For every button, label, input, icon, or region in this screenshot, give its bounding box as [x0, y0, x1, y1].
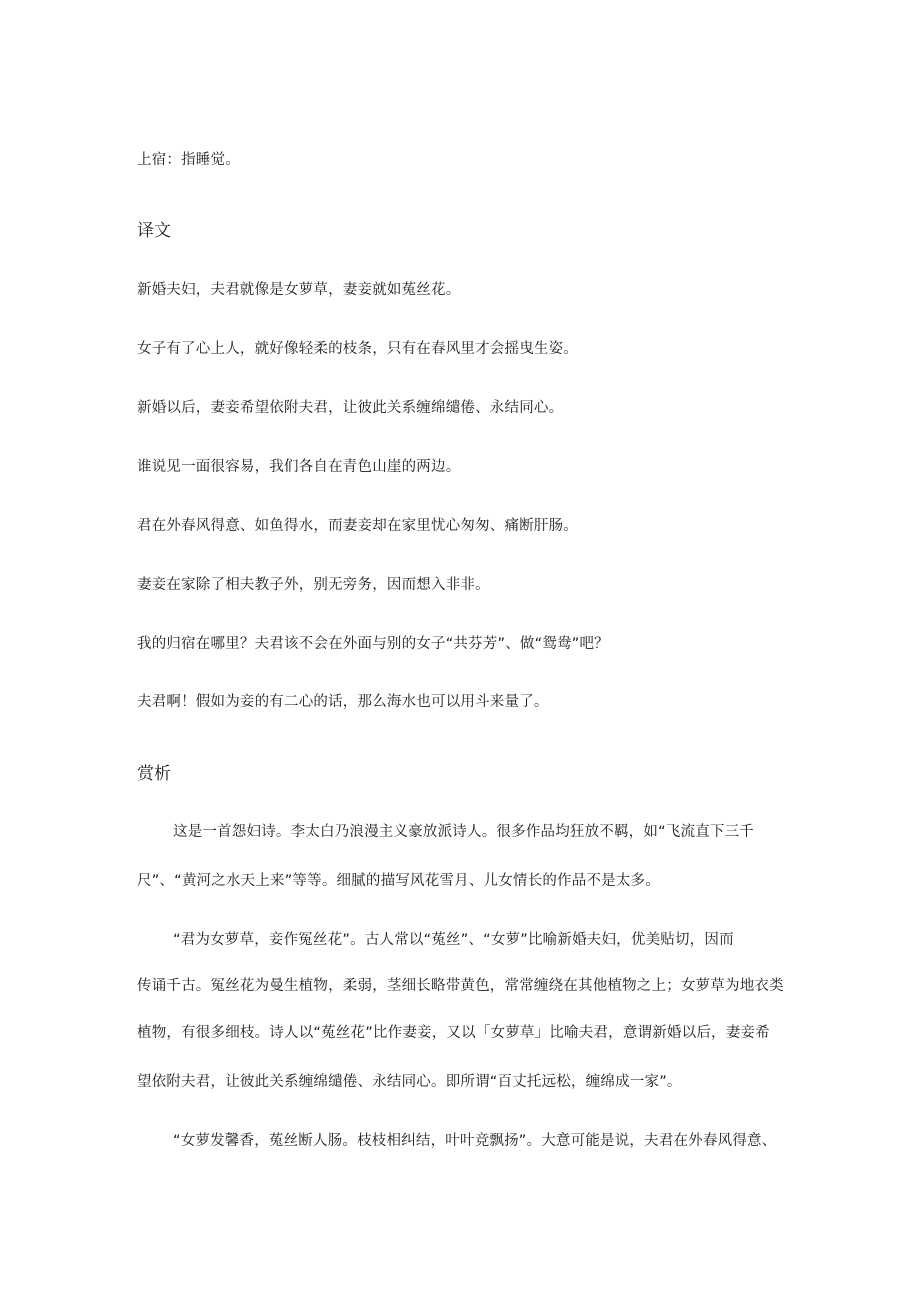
paragraph-line: 望依附夫君，让彼此关系缠绵缱倦、永结同心。即所谓“百丈托远松，缠绵成一家”。 [137, 1074, 682, 1090]
note-line: 上宿：指睡觉。 [137, 152, 240, 168]
paragraph-line: “君为女萝草，妾作冤丝花”。古人常以“菟丝”、“女萝”比喻新婚夫妇，优美贴切，因而 [173, 932, 734, 948]
paragraph-line: 尺”、“黄河之水天上来”等等。细腻的描写风花雪月、儿女情长的作品不是太多。 [137, 873, 660, 889]
paragraph-line: 植物，有很多细枝。诗人以“菟丝花”比作妻妾，又以「女萝草」比喻夫君，意谓新婚以后，妻妾希 [137, 1025, 770, 1041]
translation-line: 妻妾在家除了相夫教子外，别无旁务，因而想入非非。 [137, 577, 490, 593]
translation-line: 谁说见一面很容易，我们各自在青色山崖的两边。 [137, 459, 461, 475]
translation-line: 新婚以后，妻妾希望依附夫君，让彼此关系缠绵缱倦、永结同心。 [137, 400, 564, 416]
appreciation-heading: 赏析 [137, 764, 171, 784]
translation-line: 君在外春风得意、如鱼得水，而妻妾却在家里忧心匆匆、痛断肝肠。 [137, 518, 578, 534]
paragraph-line: 这是一首怨妇诗。李太白乃浪漫主义豪放派诗人。很多作品均狂放不羁，如“飞流直下三千 [173, 824, 755, 840]
translation-line: 新婚夫妇，夫君就像是女萝草，妻妾就如菟丝花。 [137, 282, 461, 298]
translation-line: 女子有了心上人，就好像轻柔的枝条，只有在春风里才会摇曳生姿。 [137, 341, 578, 357]
paragraph-line: 传诵千古。冤丝花为曼生植物，柔弱，茎细长略带黄色，常常缠绕在其他植物之上；女萝草为地衣类 [137, 978, 784, 994]
translation-line: 夫君啊！假如为妾的有二心的话，那么海水也可以用斗来量了。 [137, 694, 549, 710]
translation-heading: 译文 [137, 221, 171, 241]
paragraph-line: “女萝发馨香，菟丝断人肠。枝枝相纠结，叶叶竞飘扬”。大意可能是说，夫君在外春风得意、 [173, 1133, 777, 1149]
translation-line: 我的归宿在哪里？夫君该不会在外面与别的女子“共芬芳”、做“鸳鸯”吧？ [137, 636, 609, 652]
